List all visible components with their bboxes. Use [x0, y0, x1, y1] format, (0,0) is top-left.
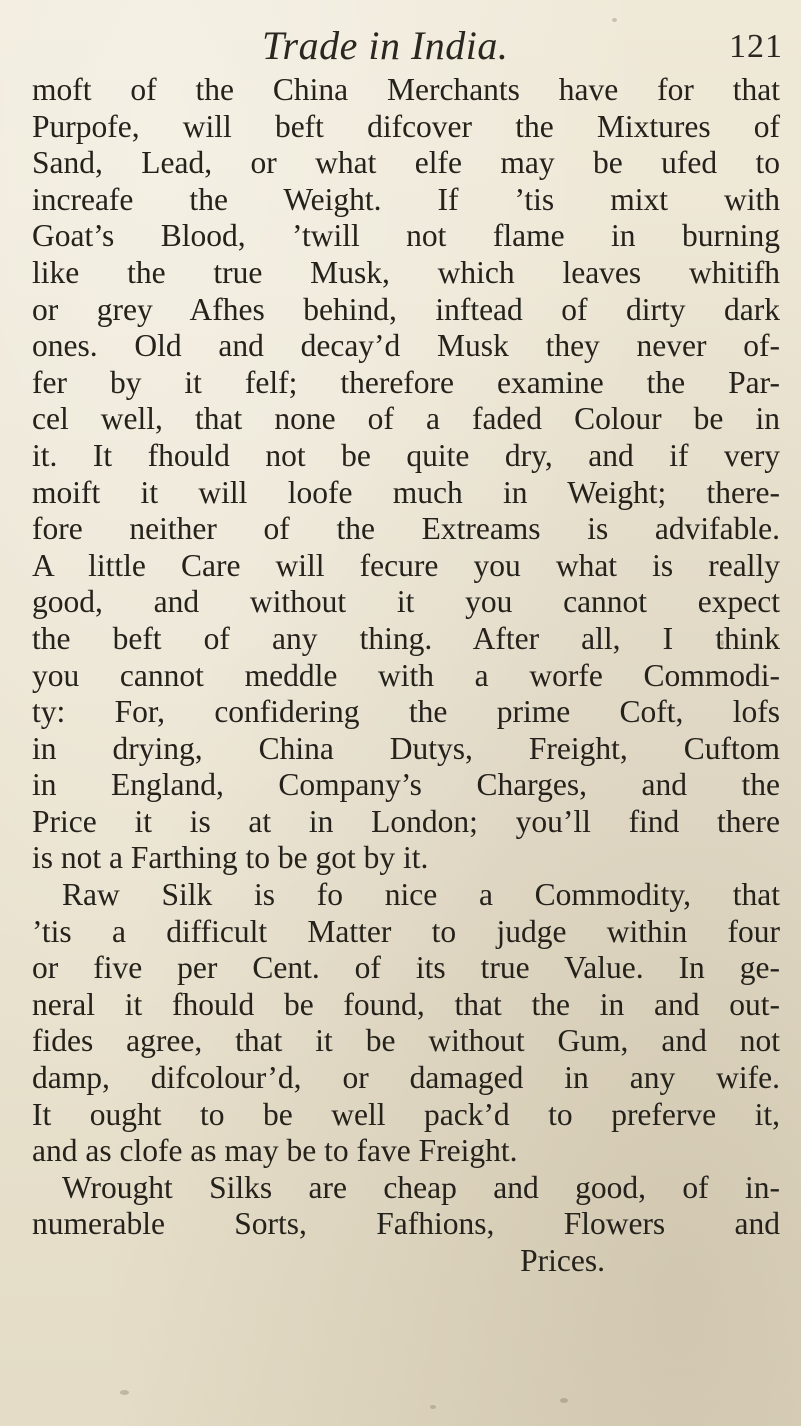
text-line: A little Care will fecure you what is really [32, 547, 780, 583]
paper-speck [430, 1405, 436, 1409]
text-line: it. It fhould not be quite dry, and if very [32, 437, 780, 473]
paper-speck [560, 1398, 568, 1403]
text-line: Wrought Silks are cheap and good, of in- [62, 1169, 780, 1205]
text-line: fer by it felf; therefore examine the Par- [32, 364, 780, 400]
text-line: fore neither of the Extreams is advifable. [32, 511, 780, 547]
text-line: and as clofe as may be to fave Freight. [32, 1133, 518, 1169]
text-line: numerable Sorts, Fafhions, Flowers and [32, 1206, 780, 1242]
text-line: is not a Farthing to be got by it. [32, 840, 429, 876]
text-line: damp, difcolour’d, or damaged in any wife. [32, 1060, 780, 1096]
text-line: Raw Silk is fo nice a Commodity, that [62, 877, 780, 913]
text-line: or grey Afhes behind, inftead of dirty dark [32, 291, 780, 327]
text-line: the beft of any thing. After all, I think [32, 620, 780, 656]
text-line: neral it fhould be found, that the in and out- [32, 986, 780, 1022]
catchword: Prices. [520, 1243, 605, 1278]
paper-speck [120, 1390, 129, 1395]
page-header [0, 22, 801, 68]
body-text [32, 72, 780, 1280]
text-line: Price it is at in London; you’ll find there [32, 803, 780, 839]
text-line: in drying, China Dutys, Freight, Cuftom [32, 730, 780, 766]
text-line: or five per Cent. of its true Value. In ge- [32, 950, 780, 986]
text-line: ’tis a difficult Matter to judge within four [32, 913, 780, 949]
text-line: moift it will loofe much in Weight; there- [32, 474, 780, 510]
text-line: It ought to be well pack’d to preferve it, [32, 1096, 780, 1132]
text-line: Sand, Lead, or what elfe may be ufed to [32, 145, 780, 181]
text-line: ty: For, confidering the prime Coft, lofs [32, 694, 780, 730]
page-number: 121 [729, 28, 783, 65]
text-line: increafe the Weight. If ’tis mixt with [32, 181, 780, 217]
text-line: moft of the China Merchants have for that [32, 72, 780, 107]
text-line: ones. Old and decay’d Musk they never of- [32, 328, 780, 364]
text-line: in England, Company’s Charges, and the [32, 767, 780, 803]
text-line: you cannot meddle with a worfe Commodi- [32, 657, 780, 693]
running-title: Trade in India. [262, 23, 509, 68]
text-line: like the true Musk, which leaves whitifh [32, 254, 780, 290]
text-line: good, and without it you cannot expect [32, 584, 780, 620]
text-line: fides agree, that it be without Gum, and not [32, 1023, 780, 1059]
text-line: Purpofe, will beft difcover the Mixtures of [32, 108, 780, 144]
text-line: cel well, that none of a faded Colour be in [32, 401, 780, 437]
text-line: Goat’s Blood, ’twill not flame in burning [32, 218, 780, 254]
